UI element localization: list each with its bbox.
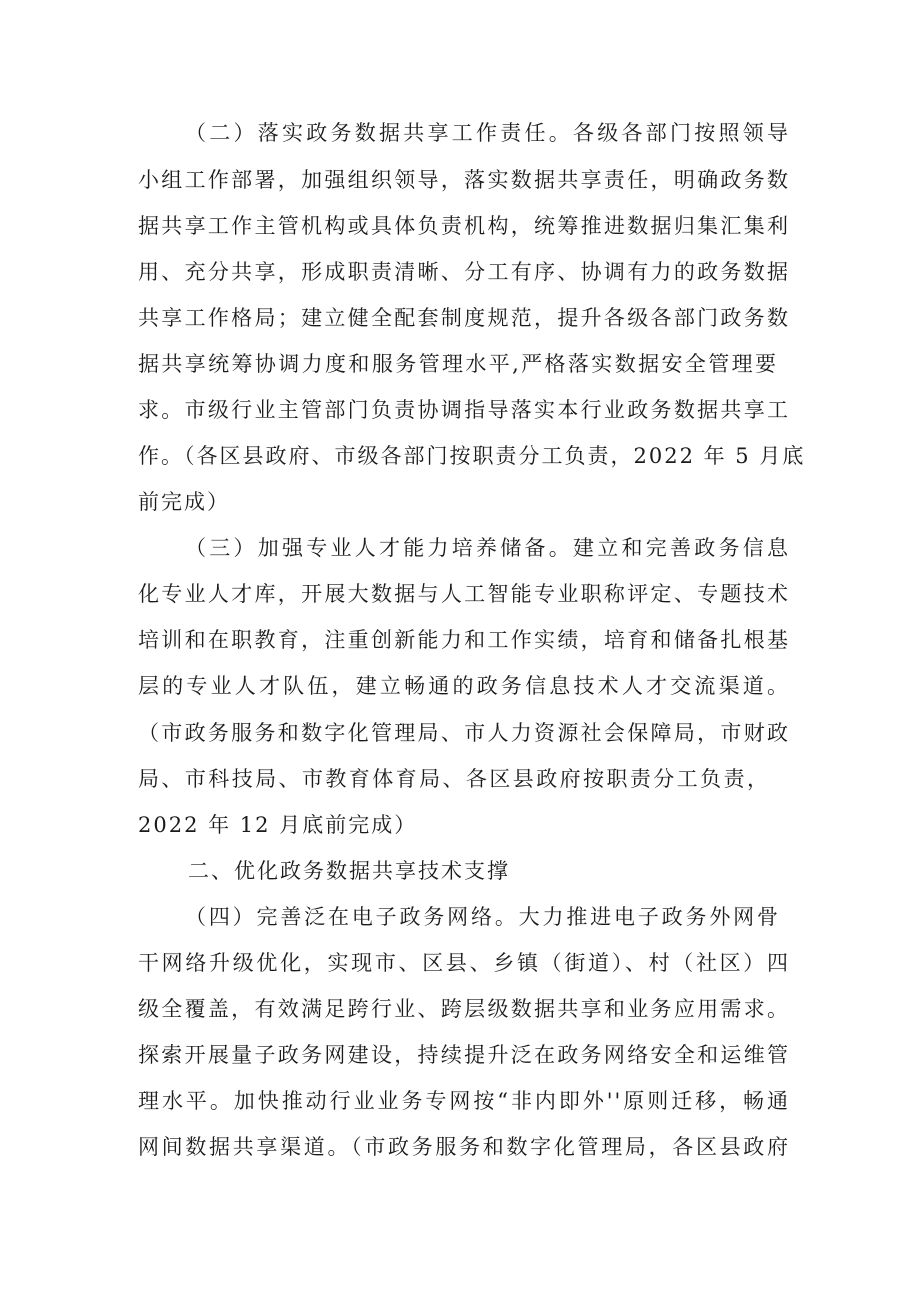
paragraph-item-4-line: 干网络升级优化，实现市、区县、乡镇（街道）、村（社区）四 — [138, 951, 790, 975]
paragraph-item-3-line: 层的专业人才队伍，建立畅通的政务信息技术人才交流渠道。 — [138, 674, 790, 698]
paragraph-item-3-line: （三）加强专业人才能力培养储备。建立和完善政务信息 — [185, 536, 790, 560]
paragraph-item-4-line: 理水平。加快推动行业业务专网按“非内即外''原则迁移，畅通 — [138, 1089, 790, 1113]
paragraph-item-2-line: 共享工作格局；建立健全配套制度规范，提升各级各部门政务数 — [138, 306, 790, 330]
paragraph-item-3-line: 局、市科技局、市教育体育局、各区县政府按职责分工负责， — [138, 767, 770, 791]
paragraph-item-2-line: （二）落实政务数据共享工作责任。各级各部门按照领导 — [185, 121, 790, 145]
paragraph-item-2-line: 用、充分共享，形成职责清晰、分工有序、协调有力的政务数据 — [138, 260, 790, 284]
paragraph-item-2-line: 据共享统筹协调力度和服务管理水平,严格落实数据安全管理要 — [138, 352, 778, 376]
paragraph-item-4-line: （四）完善泛在电子政务网络。大力推进电子政务外网骨 — [185, 905, 780, 929]
paragraph-item-3-line: 化专业人才库，开展大数据与人工智能专业职称评定、专题技术 — [138, 582, 790, 606]
paragraph-item-4-line: 网间数据共享渠道。（市政务服务和数字化管理局，各区县政府 — [138, 1135, 790, 1159]
section-heading: 二、优化政务数据共享技术支撑 — [188, 859, 510, 883]
paragraph-item-2-line: 前完成） — [138, 490, 230, 514]
paragraph-item-4-line: 级全覆盖，有效满足跨行业、跨层级数据共享和业务应用需求。 — [138, 997, 790, 1021]
paragraph-item-3-line: 培训和在职教育，注重创新能力和工作实绩，培育和储备扎根基 — [138, 628, 790, 652]
paragraph-item-2-line: 据共享工作主管机构或具体负责机构，统筹推进数据归集汇集利 — [138, 214, 790, 238]
paragraph-item-4-line: 探索开展量子政务网建设，持续提升泛在政务网络安全和运维管 — [138, 1043, 790, 1067]
paragraph-item-2-line: 作。（各区县政府、市级各部门按职责分工负责，2022 年 5 月底 — [138, 444, 806, 468]
paragraph-item-3-line: 2022 年 12 月底前完成） — [138, 813, 418, 837]
paragraph-item-2-line: 求。市级行业主管部门负责协调指导落实本行业政务数据共享工 — [138, 398, 790, 422]
paragraph-item-2-line: 小组工作部署，加强组织领导，落实数据共享责任，明确政务数 — [138, 168, 790, 192]
paragraph-item-3-line: （市政务服务和数字化管理局、市人力资源社会保障局，市财政 — [138, 721, 790, 745]
